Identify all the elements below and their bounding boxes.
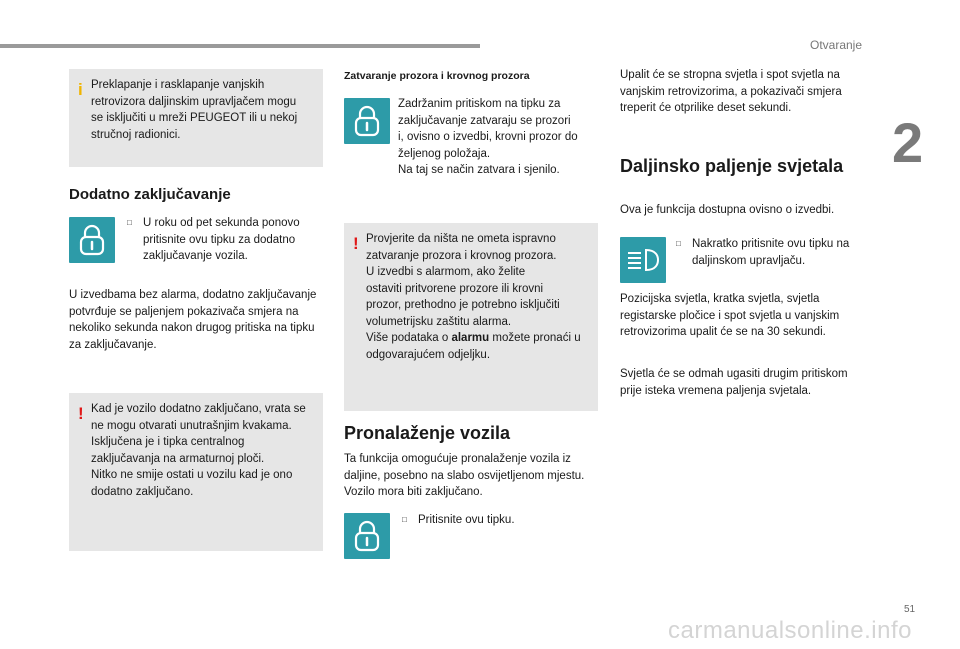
description-line: Na taj se način zatvara i sjenilo. [398,164,560,176]
bullet-text: Pritisnite ovu tipku. [418,514,515,526]
warning-line: odgovarajućem odjeljku. [366,348,491,361]
warning-line [366,330,596,347]
warning-text: možete pronaći u [489,332,581,344]
header-bar [0,44,480,48]
lock-icon [354,105,380,137]
paragraph: U izvedbama bez alarma, dodatno zaključavanje potvrđuje se paljenjem pokazivača smjera na nekoliko sekunda nakon drugog pritiska na tipku za zaključavanje. [69,289,317,351]
description-line: željenog položaja. [398,147,491,160]
warning-line: zaključavanja na armaturnoj ploči. [91,452,265,465]
heading-additional-locking: Dodatno zaključavanje [69,186,231,203]
info-line: Preklapanje i rasklapanje vanjskih [91,79,265,91]
lock-icon [79,224,105,256]
heading-vehicle-locator: Pronalaženje vozila [344,423,511,443]
warning-marker-icon: ! [78,404,84,423]
paragraph: Svjetla će se odmah ugasiti drugim pritiskom prije isteka vremena paljenja svjetala. [620,368,848,397]
warning-line: prozor, prethodno je potrebno isključiti [366,299,560,311]
description-line: Zadržanim pritiskom na tipku za [398,98,561,110]
headlight-icon [626,247,660,273]
headlight-button-tile [620,237,666,283]
warning-line: Provjerite da ništa ne ometa ispravno [366,233,556,245]
warning-line: ne mogu otvarati unutrašnjim kvakama. [91,419,292,432]
chapter-number: 2 [892,111,924,174]
warning-line: U izvedbi s alarmom, ako želite [366,266,526,278]
alarm-keyword: alarmu [451,332,490,344]
warning-box [69,393,323,551]
bullet-text: U roku od pet sekunda ponovo pritisnite ovu tipku za dodatno zaključavanje vozila. [143,217,300,262]
warning-line: dodatno zaključano. [91,485,194,498]
section-title: Otvaranje [810,38,863,52]
lock-button-tile [69,217,115,263]
subheading-closing-windows: Zatvaranje prozora i krovnog prozora [344,70,530,82]
lock-icon [354,520,380,552]
info-marker-icon: i [78,80,83,99]
info-line: se isključiti u mreži PEUGEOT ili u nekoj [91,112,298,124]
warning-line: Nitko ne smije ostati u vozilu kad je ono [91,469,293,481]
warning-line: volumetrijsku zaštitu alarma. [366,315,512,328]
icon-description [398,96,598,179]
warning-marker-icon: ! [353,234,359,253]
lock-button-tile [344,513,390,559]
warning-line: zatvaranje prozora i krovnog prozora. [366,249,557,262]
description-line: i, ovisno o izvedbi, krovni prozor do [398,131,578,143]
warning-text: Više podataka o [366,332,452,344]
bullet-item [676,236,866,269]
description-line: zaključavanje zatvaraju se prozori [398,114,571,127]
warning-box [344,223,598,411]
bullet-square-icon: □ [402,515,407,524]
warning-line: ostaviti pritvorene prozore ili krovni [366,282,544,295]
paragraph: Upalit će se stropna svjetla i spot svjetla na vanjskim retrovizorima, a pokazivači smjera treperit će otprilike deset sekundi. [620,69,842,114]
lock-button-tile [344,98,390,144]
watermark: carmanualsonline.info [668,617,912,644]
bullet-square-icon: □ [676,239,681,248]
bullet-square-icon: □ [127,218,132,227]
page-number: 51 [904,604,916,615]
info-box [69,69,323,167]
bullet-item [127,215,317,265]
paragraph: Ta funkcija omogućuje pronalaženje vozila iz daljine, posebno na slabo osvijetljenom mjestu. Vozilo mora biti zaključano. [344,453,585,498]
paragraph: Pozicijska svjetla, kratka svjetla, svjetla registarske pločice i spot svjetla u vanjskim retrovizorima upalit će se na 30 sekundi. [620,293,840,338]
bullet-item [402,512,592,529]
info-line: stručnoj radionici. [91,128,181,141]
bullet-text: Nakratko pritisnite ovu tipku na daljinskom upravljaču. [692,238,850,267]
warning-line: Isključena je i tipka centralnog [91,436,245,448]
info-line: retrovizora daljinskim upravljačem mogu [91,95,297,108]
warning-line: Kad je vozilo dodatno zaključano, vrata se [91,403,306,415]
availability-note: Ova je funkcija dostupna ovisno o izvedbi. [620,204,835,216]
heading-remote-lighting: Daljinsko paljenje svjetala [620,156,844,176]
